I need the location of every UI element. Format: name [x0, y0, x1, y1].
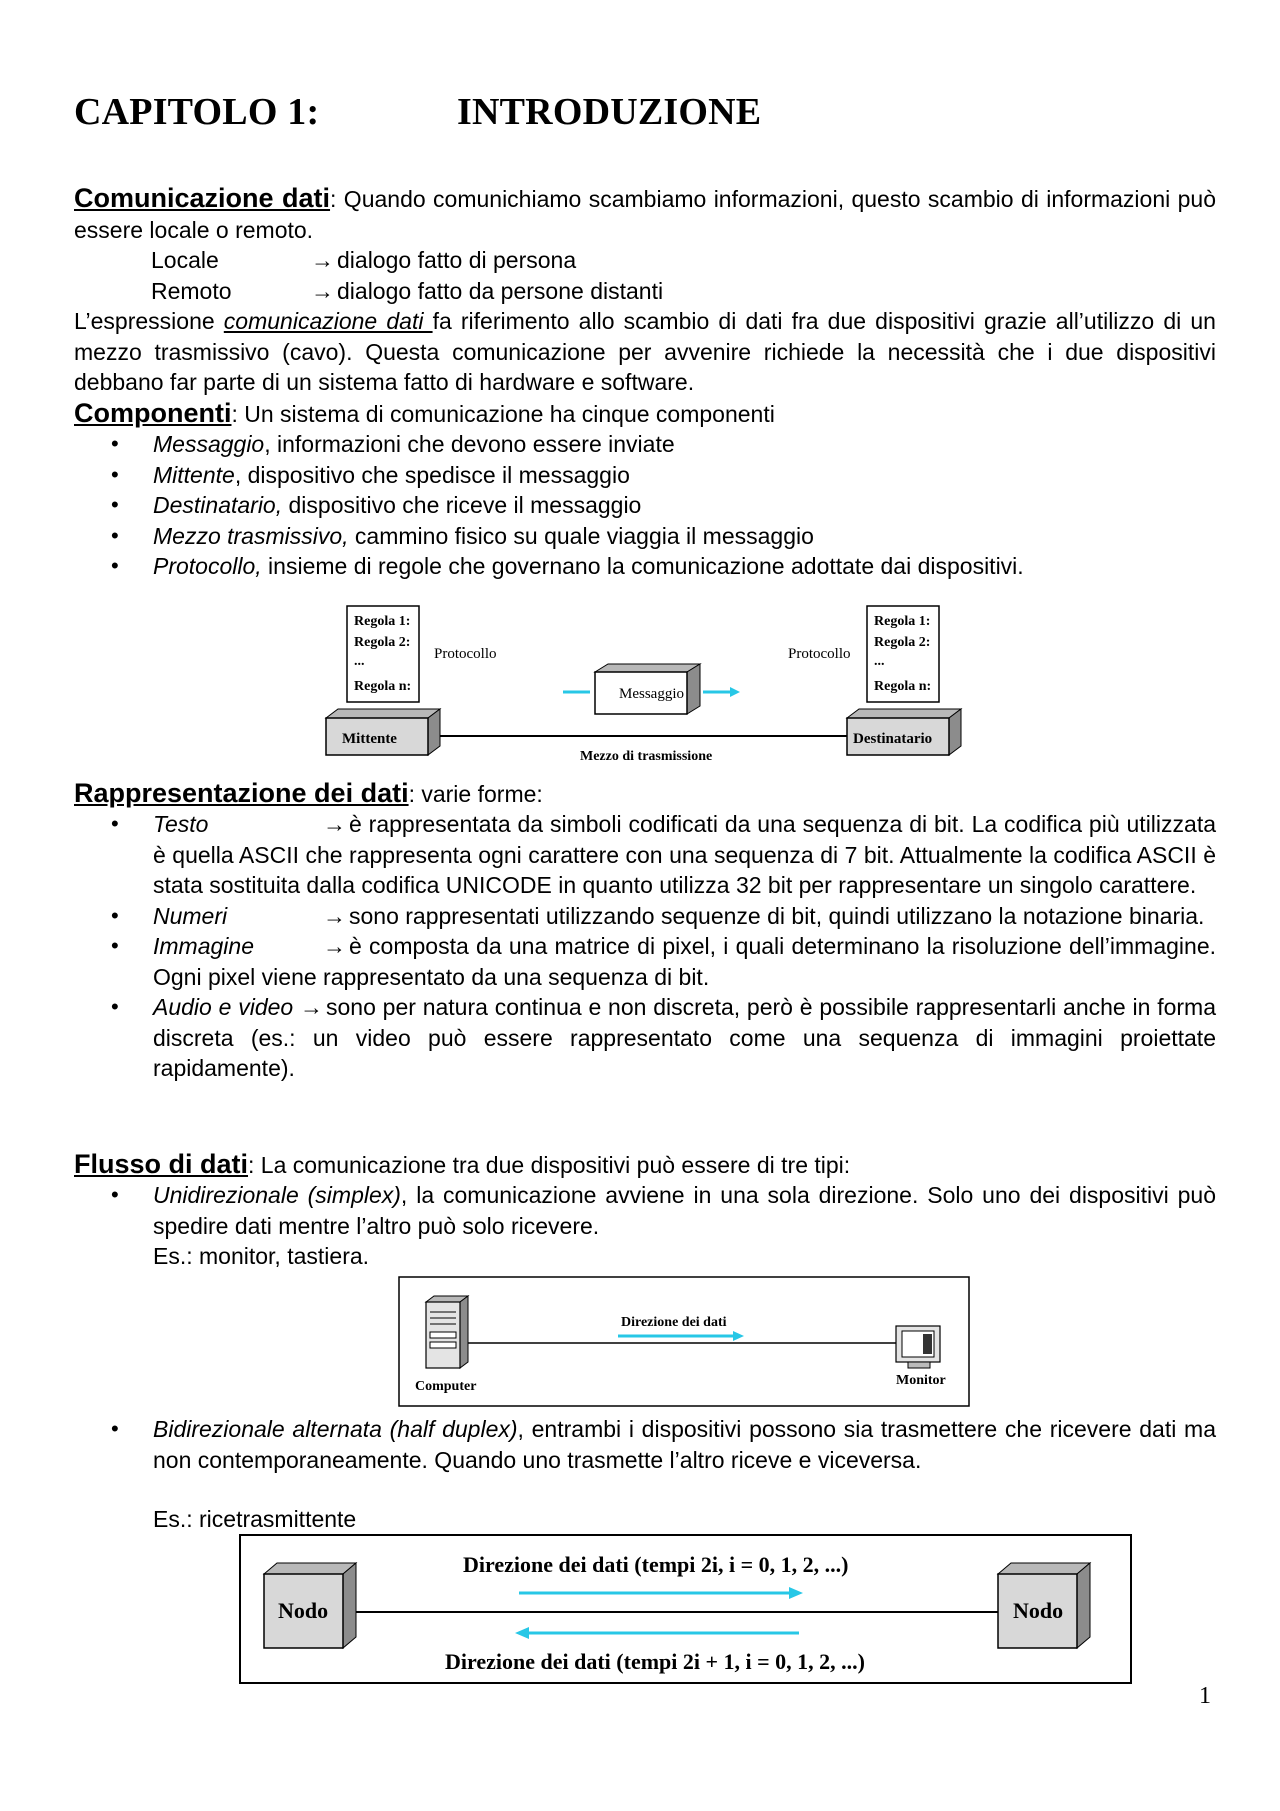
rule-label: Regola n: [874, 679, 932, 694]
item-term: Immagine [153, 933, 254, 959]
simplex-example: Es.: monitor, tastiera. [153, 1243, 370, 1269]
locale-line [74, 245, 1280, 276]
protocol-label-left: Protocollo [434, 646, 497, 662]
espressione-paragraph [74, 306, 1216, 398]
node-right-label: Nodo [1013, 1598, 1064, 1623]
item-text: è composta da una matrice di pixel, i quali determinano la risoluzione dell’immagine. Ogni pixel viene rappresentato da una sequenza di bit. [153, 933, 1216, 990]
monitor-icon [896, 1326, 940, 1368]
computer-icon [426, 1296, 468, 1368]
chapter-title [74, 90, 762, 134]
item-term: Protocollo, [153, 553, 262, 579]
item-term: Bidirezionale alternata (half duplex) [153, 1416, 518, 1442]
item-text: dispositivo che riceve il messaggio [282, 492, 642, 518]
list-item [74, 809, 1216, 901]
item-text: sono rappresentati utilizzando sequenze di bit, quindi utilizzano la notazione binaria. [349, 902, 1205, 929]
item-text: , entrambi i dispositivi possono sia trasmettere che ricevere dati ma non contemporaneamente. Quando uno trasmette l’altro riceve e viceversa. [153, 1416, 1216, 1473]
locale-text: dialogo fatto di persona [337, 247, 577, 273]
item-term: Testo [153, 811, 209, 837]
page-number: 1 [1199, 1683, 1211, 1709]
arrow-head-icon [730, 687, 740, 697]
rule-label: ... [354, 654, 365, 669]
remoto-label: Remoto [151, 278, 232, 304]
list-item [74, 551, 1216, 582]
rule-label: Regola 1: [874, 614, 931, 629]
top-direction-label: Direzione dei dati (tempi 2i, i = 0, 1, 2, ...) [463, 1552, 849, 1577]
list-item [74, 931, 1216, 992]
item-text: , dispositivo che spedisce il messaggio [234, 461, 630, 488]
list-item [74, 521, 1216, 552]
rule-label: Regola 1: [354, 614, 411, 629]
expr-after: fa riferimento allo scambio di dati fra due dispositivi grazie all’utilizzo di un mezzo trasmissivo (cavo). Questa comunicazione per avvenire richiede la necessità che i due dispositivi debbano far parte di un sistema fatto di hardware e software. [74, 308, 1216, 395]
arrow-icon: → [323, 811, 346, 837]
expr-term: comunicazione dati [223, 308, 433, 334]
item-text: cammino fisico su quale viaggia il messaggio [348, 522, 814, 549]
expr-before: L’espressione [74, 308, 224, 334]
computer-label: Computer [415, 1379, 477, 1394]
sender-label: Mittente [342, 731, 397, 747]
componenti-list [74, 429, 1216, 582]
medium-label: Mezzo di trasmissione [580, 749, 713, 764]
item-term: Destinatario, [153, 492, 283, 518]
item-text: sono per natura continua e non discreta, però è possibile rappresentarli anche in forma discreta (es.: un video può essere rappresentato come una sequenza di immagini proiettate rapidamente). [153, 994, 1217, 1081]
remoto-line [74, 276, 1280, 307]
section-componenti-intro [74, 398, 1216, 430]
section-flusso-intro [74, 1149, 1216, 1181]
flusso-list-simplex [74, 1180, 1216, 1241]
item-term: Audio e video [153, 994, 294, 1020]
heading-rappresentazione-dati: Rappresentazione dei dati [74, 778, 409, 808]
rappresentazione-intro-text: : varie forme: [408, 781, 543, 807]
list-item [74, 901, 1216, 932]
arrow-icon: → [311, 278, 334, 304]
item-term: Numeri [153, 902, 228, 929]
item-term: Mittente [153, 461, 235, 488]
item-text: , informazioni che devono essere inviate [264, 431, 675, 457]
arrow-icon: → [323, 902, 346, 929]
heading-comunicazione-dati: Comunicazione dati [74, 183, 331, 213]
list-item [74, 429, 1216, 460]
list-item [74, 460, 1216, 491]
message-label: Messaggio [619, 686, 684, 702]
rule-label: ... [874, 654, 885, 669]
list-item [74, 1414, 1216, 1475]
item-term: Messaggio [153, 431, 265, 457]
rule-label: Regola 2: [354, 635, 411, 650]
arrow-icon: → [300, 994, 323, 1020]
half-duplex-example: Es.: ricetrasmittente [153, 1506, 357, 1532]
heading-flusso-dati: Flusso di dati [74, 1149, 249, 1179]
item-term: Unidirezionale (simplex) [153, 1182, 401, 1208]
rule-label: Regola n: [354, 679, 412, 694]
flusso-intro-text: : La comunicazione tra due dispositivi può essere di tre tipi: [248, 1152, 851, 1178]
bottom-direction-label: Direzione dei dati (tempi 2i + 1, i = 0, 1, 2, ...) [445, 1649, 866, 1674]
chapter-name: INTRODUZIONE [457, 91, 762, 133]
figure-communication-components [320, 600, 970, 770]
rappresentazione-list [74, 809, 1216, 1084]
heading-componenti: Componenti [74, 398, 232, 428]
componenti-intro-text: : Un sistema di comunicazione ha cinque componenti [231, 401, 775, 427]
section-rappresentazione-intro [74, 778, 1216, 810]
comunicazione-intro-text: : Quando comunichiamo scambiamo informazioni, questo scambio di informazioni può essere locale o remoto. [74, 186, 1216, 243]
locale-label: Locale [151, 247, 219, 273]
list-item [74, 1180, 1216, 1241]
monitor-label: Monitor [896, 1373, 946, 1388]
figure-simplex [398, 1276, 970, 1407]
protocol-label-right: Protocollo [788, 646, 851, 662]
arrow-icon: → [323, 933, 346, 959]
arrow-icon: → [311, 247, 334, 273]
remoto-text: dialogo fatto da persone distanti [337, 278, 664, 304]
node-left-label: Nodo [278, 1598, 329, 1623]
item-text: insieme di regole che governano la comunicazione adottate dai dispositivi. [261, 553, 1024, 579]
list-item [74, 490, 1216, 521]
list-item [74, 992, 1216, 1084]
section-comunicazione-intro [74, 183, 1216, 245]
flusso-list-half [74, 1414, 1216, 1475]
item-term: Mezzo trasmissivo, [153, 522, 349, 549]
item-text: , la comunicazione avviene in una sola direzione. Solo uno dei dispositivi può spedire dati mentre l’altro può solo ricevere. [153, 1182, 1216, 1239]
item-text: è rappresentata da simboli codificati da una sequenza di bit. La codifica più utilizzata è quella ASCII che rappresenta ogni carattere con una sequenza di 7 bit. Attualmente la codifica ASCII è stata sostituita dalla codifica UNICODE in quanto utilizza 32 bit per rappresentare un singolo carattere. [153, 811, 1216, 898]
rule-label: Regola 2: [874, 635, 931, 650]
figure-half-duplex [239, 1534, 1132, 1684]
chapter-label: CAPITOLO 1: [74, 91, 320, 133]
figure-frame [399, 1277, 969, 1406]
direction-label: Direzione dei dati [621, 1315, 727, 1330]
receiver-label: Destinatario [853, 731, 933, 747]
